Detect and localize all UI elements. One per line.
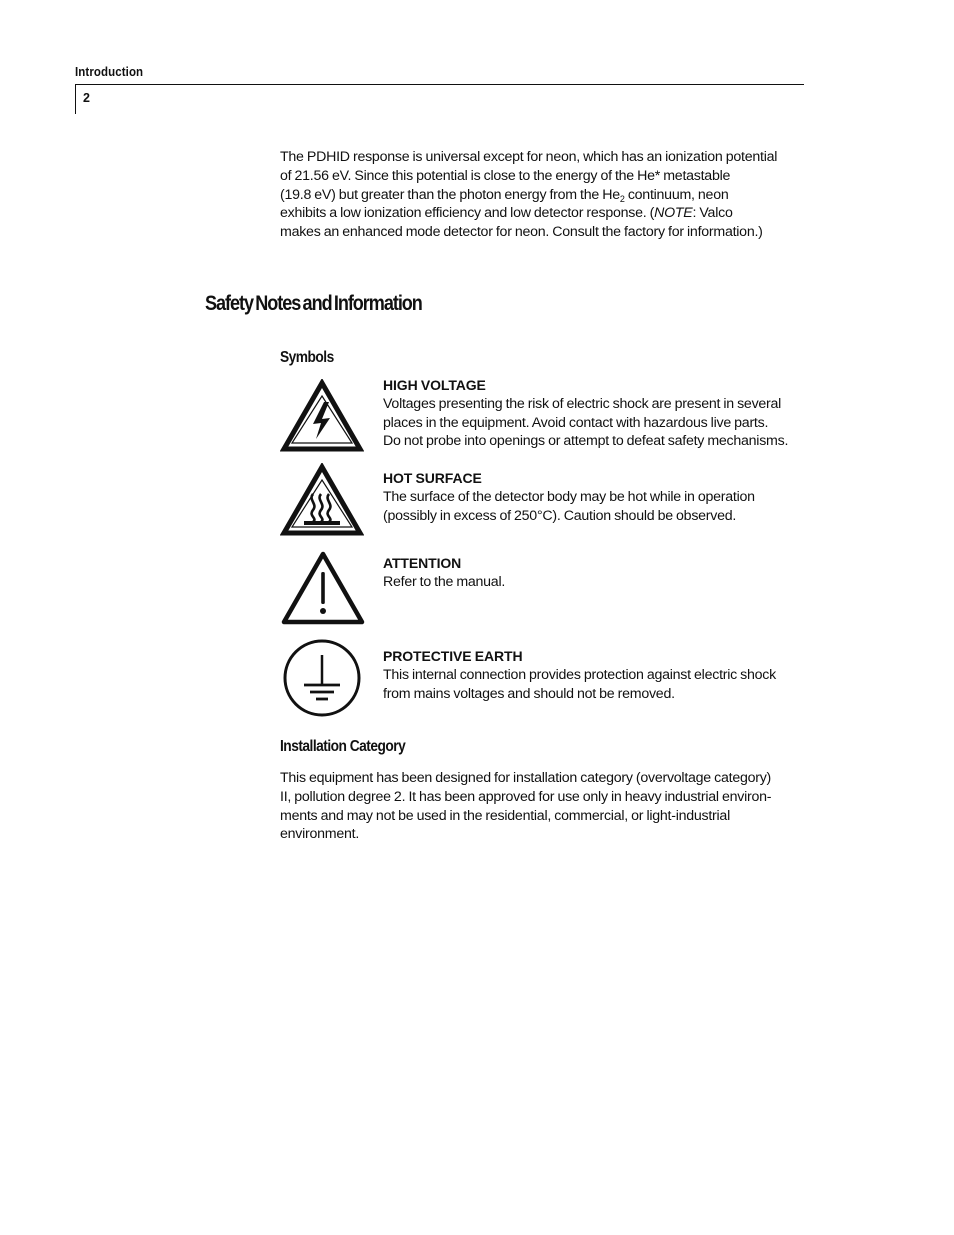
subscript-2: 2 <box>619 193 625 204</box>
high-voltage-block <box>383 376 813 451</box>
high-voltage-description: Voltages presenting the risk of electric shock are present in several places in the equipment. Avoid contact with hazardous live parts. Do not probe into openings or attempt to defeat safety mechanisms. <box>383 395 789 450</box>
installation-line: ments and may not be used in the residential, commercial, or light-industrial <box>280 807 730 824</box>
symbols-heading: Symbols <box>280 349 334 366</box>
header-side-rule <box>75 84 76 114</box>
section-title: Safety Notes and Information <box>205 292 422 315</box>
note-label: NOTE <box>654 205 693 222</box>
attention-description: Refer to the manual. <box>383 573 506 590</box>
high-voltage-icon <box>280 379 364 458</box>
installation-category-heading: Installation Category <box>280 738 406 755</box>
intro-paragraph <box>280 148 810 242</box>
attention-heading: ATTENTION <box>383 555 462 571</box>
hot-surface-block <box>383 469 813 525</box>
intro-line: of 21.56 eV. Since this potential is close to the energy of the He* metastable <box>280 167 731 184</box>
hot-surface-heading: HOT SURFACE <box>383 470 482 486</box>
hot-surface-icon <box>280 463 364 542</box>
protective-earth-icon <box>280 637 364 724</box>
protective-earth-block <box>383 647 813 703</box>
installation-line: This equipment has been designed for installation category (overvoltage category) <box>280 770 772 786</box>
page-number: 2 <box>83 91 90 105</box>
installation-line: environment. <box>280 826 360 843</box>
intro-line: The PDHID response is universal except for neon, which has an ionization potential <box>280 149 778 165</box>
attention-block <box>383 554 813 592</box>
attention-icon <box>280 549 366 632</box>
intro-line: (19.8 eV) but greater than the photon energy from the $He_2$ continuum, neon <box>280 186 729 204</box>
hot-surface-description: The surface of the detector body may be hot while in operation (possibly in excess of 250°C). Caution should be observed. <box>383 488 755 524</box>
installation-line: II, pollution degree 2. It has been approved for use only in heavy industrial environ- <box>280 788 772 805</box>
header-rule <box>75 84 804 85</box>
protective-earth-description: This internal connection provides protection against electric shock from mains voltages and should not be removed. <box>383 666 776 702</box>
installation-paragraph <box>280 769 810 844</box>
protective-earth-heading: PROTECTIVE EARTH <box>383 648 523 664</box>
high-voltage-heading: HIGH VOLTAGE <box>383 377 486 393</box>
intro-line: exhibits a low ionization efficiency and low detector response. (NOTE: Valco <box>280 205 733 222</box>
running-header-section: Introduction <box>75 65 144 79</box>
intro-line: makes an enhanced mode detector for neon. Consult the factory for information.) <box>280 224 763 241</box>
